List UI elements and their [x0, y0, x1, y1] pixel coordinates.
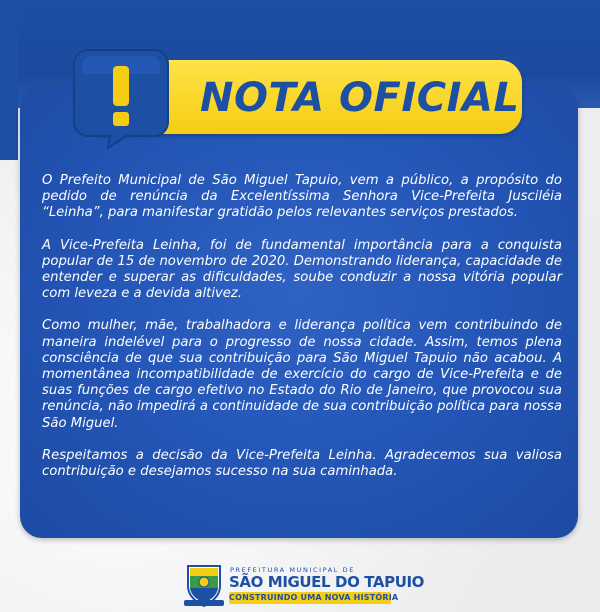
page-title: NOTA OFICIAL — [200, 75, 520, 121]
paragraph-3: Como mulher, mãe, trabalhadora e liderança política vem contribuindo de maneira indelével para o progresso de nossa cidade. Assim, temos plena consciência de que sua contribuição para São Miguel Tapuio não acabou. A momentânea incompatibilidade de exercício do cargo de Vice-Prefeita e de suas funções de cargo efetivo no Estado do Rio de Janeiro, que provocou sua renúncia, não impedirá a continuidade de sua contribuição política para nossa São Miguel. — [42, 318, 562, 431]
footer-city-name: SÃO MIGUEL DO TAPUIO — [229, 573, 425, 591]
exclamation-icon — [68, 44, 174, 150]
footer-logo — [182, 562, 425, 608]
footer-slogan: CONSTRUINDO UMA NOVA HISTÓRIA — [229, 593, 399, 602]
municipal-crest-icon — [182, 562, 226, 608]
background-strip — [0, 0, 18, 160]
paragraph-1: O Prefeito Municipal de São Miguel Tapuio, vem a público, a propósito do pedido de renúncia da Excelentíssima Senhora Vice-Prefeita Jusciléia “Leinha”, para manifestar gratidão pelos relevantes serviços prestados. — [42, 173, 562, 221]
footer-prefix: PREFEITURA MUNICIPAL DE — [230, 566, 355, 574]
paragraph-4: Respeitamos a decisão da Vice-Prefeita Leinha. Agradecemos sua valiosa contribuição e desejamos sucesso na sua caminhada. — [42, 447, 562, 480]
official-note-body — [42, 173, 562, 496]
paragraph-2: A Vice-Prefeita Leinha, foi de fundamental importância para a conquista popular de 15 de novembro de 2020. Demonstrando liderança, capacidade de entender e superar as dificuldades, soube conduzir a nossa vitória popular com leveza e a devida altivez. — [42, 237, 562, 302]
